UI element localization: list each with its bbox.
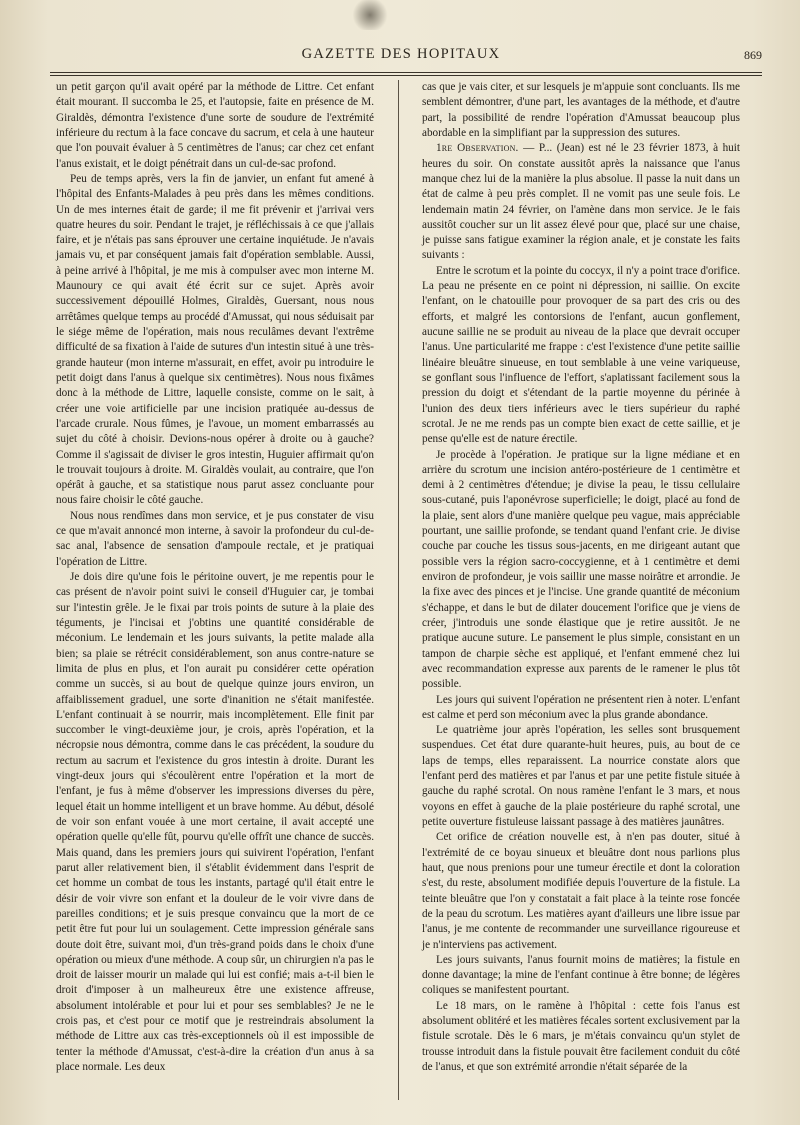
right-column: [422, 80, 740, 1075]
observation-paragraph: [422, 141, 740, 264]
right-paragraph-1: Entre le scrotum et la pointe du coccyx, il n'y a point trace d'orifice. La peau ne présente en ce point ni dépression, ni saillie. On excite l'enfant, on le chatouille pour provoquer de sa part des cris ou des efforts, et malgré les contorsions de l'enfant, aucun gonflement, aucune saillie ne se produit au niveau de la place que devrait occuper l'anus. Une particularité me frappe : c'est l'existence d'une petite saillie linéaire bleuâtre sinueuse, en tout semblable à une veine variqueuse, se gonflant sous l'influence de l'effort, s'aplatissant facilement sous la pression du doigt et s'étendant de la partie moyenne du périnée à l'union des deux tiers inférieurs avec le tiers supérieur du raphé scrotal. Je ne me rends pas un compte bien exact de cette saillie, et je pense qu'elle est de nature érectile.: [422, 264, 740, 446]
left-paragraph-1: un petit garçon qu'il avait opéré par la méthode de Littre. Cet enfant était mourant. Il succomba le 25, et l'autopsie, faite en présence de M. Giraldès, démontra l'existence d'une sorte de soudure de l'extrémité inférieure du rectum à la face concave du sacrum, et cela à une hauteur que l'on pouvait évaluer à 5 centimètres de l'anus; car chez cet enfant l'anus existait, et le doigt pénétrait dans un cul-de-sac profond.: [56, 81, 374, 170]
right-paragraph-5: Cet orifice de création nouvelle est, à n'en pas douter, situé à l'extrémité de ce boyau sinueux et bleuâtre dont nous parlions plus haut, que nous prenions pour une tumeur érectile et dont la coloration s'est, du reste, absolument modifiée depuis l'ouverture de la fistule. La teinte bleuâtre que l'on y constatait a fait place à la teinte rose foncée de la peau du scrotum. Les matières ayant d'ailleurs une libre issue par l'anus, je me contente de recommander une surveillance rigoureuse et je n'interviens pas activement.: [422, 831, 740, 951]
right-paragraph-4: Le quatrième jour après l'opération, les selles sont brusquement suspendues. Cet état dure quarante-huit heures, puis, au bout de ce laps de temps, elles reparaissent. La nourrice constate alors que l'enfant perd des matières et par l'anus et par une petite fistule située à gauche du raphé scrotal. On nous ramène l'enfant le 3 mars, et nous voyons en effet à gauche de la plaie postérieure du raphé scrotal, une petite ouverture fistuleuse laissant passage à des matières jaunâtres.: [422, 724, 740, 828]
paper-stain: [350, 0, 390, 30]
page-number: 869: [744, 48, 762, 62]
header-rule-double: [50, 75, 762, 76]
observation-text: — P... (Jean) est né le 23 février 1873, à huit heures du soir. On constate aussitôt après la naissance que l'anus manque chez lui de la manière la plus absolue. Il passe la nuit dans un état de calme à peu près complet. Il ne vomit pas une seule fois. Le lendemain matin 24 février, on l'amène dans mon service. Je le fais aussitôt coucher sur un lit assez élevé pour que, placé sur une chaise, je puisse sans fatigue examiner la région anale, et je constate les faits suivants :: [422, 142, 740, 262]
right-intro-paragraph: cas que je vais citer, et sur lesquels je m'appuie sont concluants. Ils me semblent démontrer, d'une part, les avantages de la méthode, et d'autre part, la possibilité de rendre l'opération d'Amussat beaucoup plus abordable en la simplifiant par la suppression des sutures.: [422, 81, 740, 139]
left-paragraph-2: Peu de temps après, vers la fin de janvier, un enfant fut amené à l'hôpital des Enfants-Malades à peu près dans les mêmes conditions. Un de mes internes était de garde; il me fit prévenir et j'arrivai vers quatre heures du soir. Pendant le trajet, je réfléchissais à ce que j'allais faire, et je n'étais pas sans éprouver une certaine inquiétude. Je n'avais jamais vu, et par conséquent jamais fait d'opération semblable. Aussi, à peine arrivé à l'hôpital, je me mis à compulser avec mon interne M. Maunoury ce qui avait été écrit sur ce sujet. Après avoir successivement dépouillé Holmes, Giraldès, Guersant, nous nous arrêtâmes quelque temps au procédé d'Amussat, qui nous séduisait par le siége même de l'opération, mais nous reculâmes devant l'extrême difficulté de sa fixation à l'aide de sutures d'un intestin situé à une très-grande hauteur (mon interne m'assurait, en effet, avoir pu introduire le petit doigt dans l'anus à quelque six centimètres). Nous nous fixâmes donc à la méthode de Littre, laquelle consiste, comme on le sait, à créer une voie artificielle par une incision pratiquée au-dessus de l'arcade crurale. Nous fûmes, je l'avoue, un moment embarrassés au sujet du côté à choisir. Devions-nous opérer à droite ou à gauche? Comme il s'agissait de diviser le gros intestin, Huguier affirmait qu'on le trouvait toujours à droite. M. Giraldès voulait, au contraire, que l'on opérât à gauche, et sa statistique nous parut assez concluante pour nous faire choisir le côté gauche.: [56, 172, 374, 507]
running-title: GAZETTE DES HOPITAUX: [301, 46, 501, 62]
column-divider: [398, 80, 399, 1100]
left-paragraph-4: Je dois dire qu'une fois le péritoine ouvert, je me repentis pour le cas présent de n'avoir point suivi le conseil d'Huguier car, je tombai sur l'intestin grêle. Je le fixai par trois points de suture à la plaie des téguments, je l'incisai et j'obtins une quantité considérable de méconium. Le lendemain et les jours suivants, la petite malade alla bien; sa plaie se rétrécit considérablement, son anus contre-nature se limita de plus en plus, et l'on aurait pu considérer cette opération comme un succès, si au bout de quelque quinze jours environ, un affaiblissement graduel, une sorte d'inanition ne s'était manifestée. L'enfant continuait à se nourrir, mais incomplètement. Elle finit par succomber le vingt-deuxième jour, je crois, après l'opération, et la nécropsie nous démontra, comme dans le cas précédent, la soudure du rectum au sacrum et l'existence du gros intestin à droite. Durant les vingt-deux jours qui s'écoulèrent entre l'opération et la mort de l'enfant, je fus à même d'observer les impressions diverses du père, lequel était un homme intelligent et un brave homme. Au début, désolé de voir son enfant vouée à une mort certaine, il avait accepté une opération quelle qu'elle fût, pourvu qu'elle offrît une chance de succès. Mais quand, dans les premiers jours qui suivirent l'opération, l'enfant parut aller relativement bien, il s'établit évidemment dans l'esprit de cet homme un combat de tous les instants, partagé qu'il était entre le désir de voir vivre son enfant et la douleur de le voir vivre dans de pareilles conditions; et je suis presque convaincu que la mort de ce petit être fut pour lui un soulagement. Cette impression générale sans doute doit être, suivant moi, d'un très-grand poids dans le choix d'une opération ou mieux d'une méthode. A coup sûr, un chirurgien n'a pas le droit de laisser mourir un malade qui lui est confié; mais a-t-il bien le droit d'imposer à un malheureux être une existence affreuse, absolument intolérable et pour lui et pour ses semblables? Je ne le crois pas, et c'est pour ce motif que je restreindrais absolument la méthode de Littre aux cas très-exceptionnels où il est impossible de tenter la méthode d'Amussat, c'est-à-dire la création d'un anus à sa place normale. Les deux: [56, 571, 374, 1073]
left-paragraph-3: Nous nous rendîmes dans mon service, et je pus constater de visu ce que m'avait annoncé mon interne, à savoir la profondeur du cul-de-sac anal, l'absence de sensation d'ampoule rectale, et je pratiquai l'opération de Littre.: [56, 509, 374, 568]
right-paragraph-7: Le 18 mars, on le ramène à l'hôpital : cette fois l'anus est absolument oblitéré et les matières fécales sortent exclusivement par la fistule scrotale. Dès le 6 mars, je m'étais convaincu qu'un stylet de trousse introduit dans la fistule pouvait être facilement conduit du côté de l'anus, et que son extrémité arrondie n'était séparée de la: [422, 999, 740, 1073]
header-rule: [50, 72, 762, 73]
right-paragraph-6: Les jours suivants, l'anus fournit moins de matières; la fistule en donne davantage; la mine de l'enfant continue à être bonne; de légères coliques se manifestent pourtant.: [422, 953, 740, 997]
observation-label: 1re Observation.: [436, 142, 519, 155]
right-paragraph-2: Je procède à l'opération. Je pratique sur la ligne médiane et en arrière du scrotum une incision antéro-postérieure de 1 centimètre et demi à 2 centimètres d'étendue; je divise la peau, le tissu cellulaire sous-cutané, puis l'aponévrose superficielle; le doigt, placé au fond de la plaie, sent alors d'une manière quelque peu vague, mais appréciable pourtant, une saillie profonde, se tendant quand l'enfant crie. Je divise couche par couche les tissus sous-jacents, en me dirigeant autant que possible vers la région sacro-coccygienne, et à 1 centimètre et demi environ de profondeur, je vois saillir une masse noirâtre et arrondie. Je la fixe avec des pinces et je l'incise. Une grande quantité de méconium s'échappe, et dans le but de dilater doucement l'orifice que je viens de créer, j'introduis une sonde élastique que je retire aussitôt. Je ne pratique aucune suture. Le pansement le plus simple, consistant en un tampon de charpie sèche est appliqué, et l'enfant emmené chez lui avec recommandation expresse aux parents de le ramener le plus tôt possible.: [422, 448, 740, 691]
left-column: [56, 80, 374, 1075]
page-header: [40, 46, 762, 70]
right-paragraph-3: Les jours qui suivent l'opération ne présentent rien à noter. L'enfant est calme et perd son méconium avec la plus grande abondance.: [422, 693, 740, 721]
